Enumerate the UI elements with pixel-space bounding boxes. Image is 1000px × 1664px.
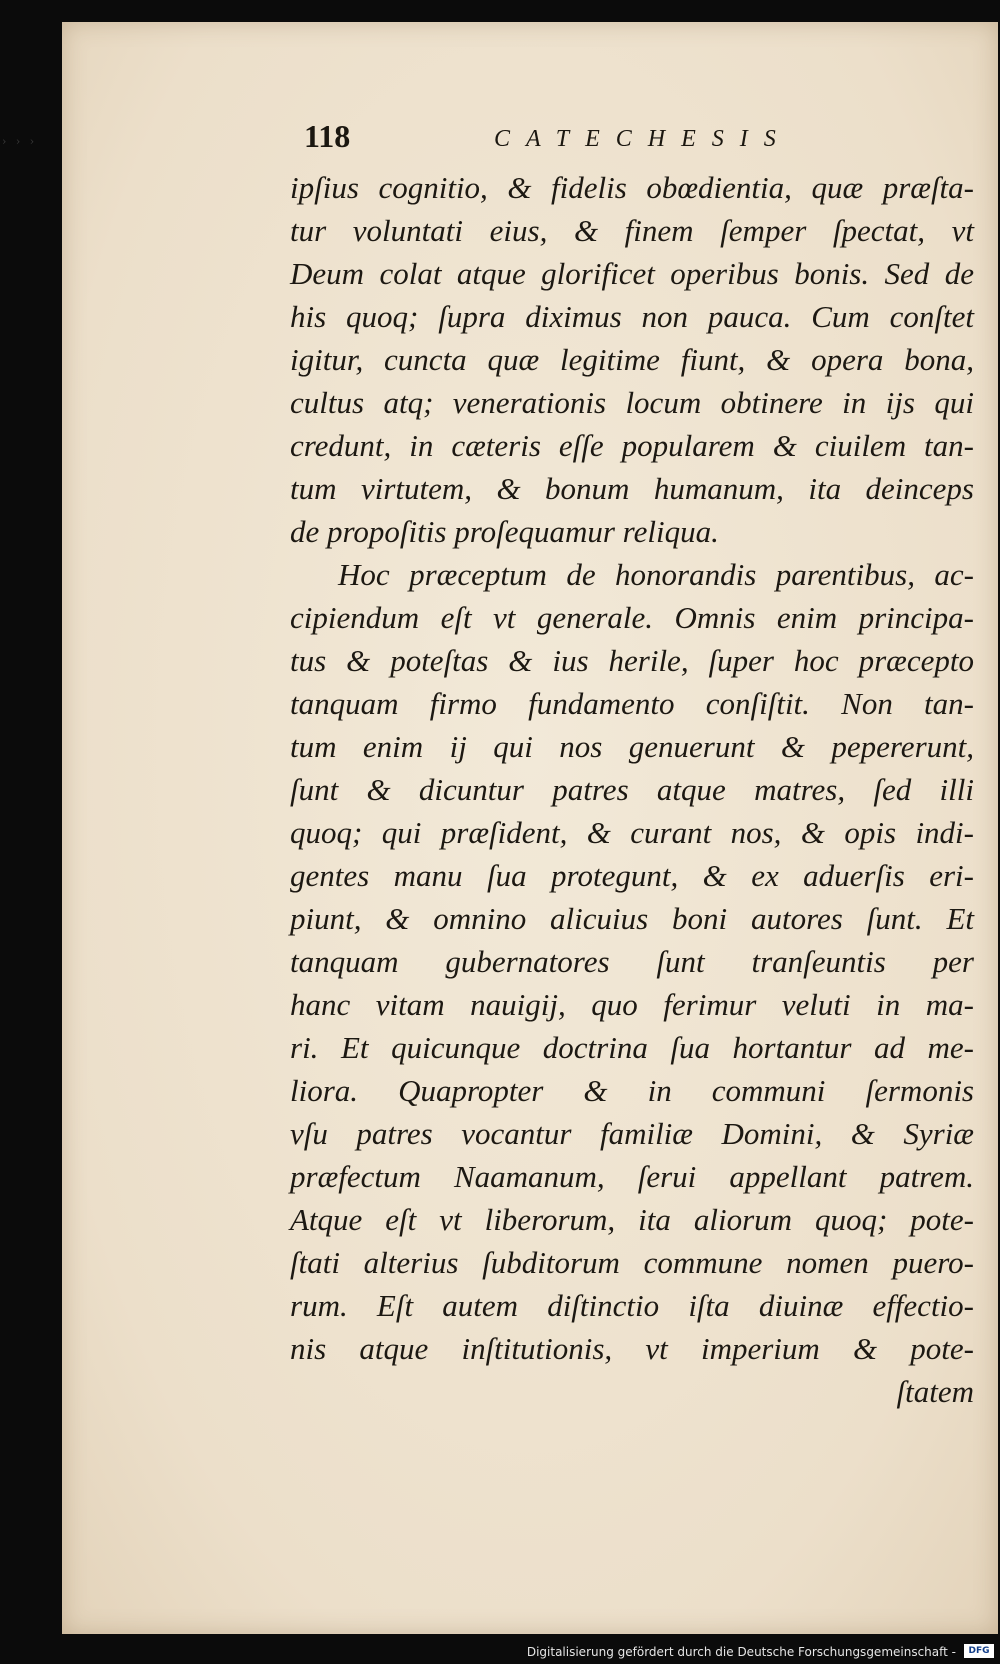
text-line: credunt, in cæteris eſſe popularem & ciuilem tan- [290, 428, 974, 463]
text-line: cipiendum eſt vt generale. Omnis enim principa- [290, 600, 974, 635]
page-number: 118 [304, 118, 351, 154]
text-line: cultus atq; venerationis locum obtinere in ijs qui [290, 385, 974, 420]
text-line: ſunt & dicuntur patres atque matres, ſed illi [290, 772, 974, 807]
text-line: de propoſitis proſequamur reliqua. [290, 514, 719, 549]
text-line: Deum colat atque glorificet operibus bonis. Sed de [290, 256, 974, 291]
text-line: piunt, & omnino alicuius boni autores ſunt. Et [290, 901, 974, 936]
text-line: tum virtutem, & bonum humanum, ita deinceps [290, 471, 974, 506]
text-line: Atque eſt vt liberorum, ita aliorum quoq; pote- [290, 1202, 974, 1237]
text-line: ipſius cognitio, & fidelis obœdientia, quæ præſta- [290, 170, 974, 205]
text-line: Hoc præceptum de honorandis parentibus, ac- [338, 557, 974, 592]
text-line: liora. Quapropter & in communi ſermonis [290, 1073, 974, 1108]
digitization-credit: Digitalisierung gefördert durch die Deutsche Forschungsgemeinschaft - [526, 1645, 956, 1659]
text-line: gentes manu ſua protegunt, & ex aduerſis eri- [290, 858, 974, 893]
dfg-logo-icon: DFG [964, 1644, 994, 1658]
text-line: tanquam firmo fundamento conſiſtit. Non tan- [290, 686, 974, 721]
text-line: hanc vitam nauigij, quo ferimur veluti in ma- [290, 987, 974, 1022]
margin-marks: › › › [2, 135, 38, 148]
text-line: quoq; qui præſident, & curant nos, & opis indi- [290, 815, 974, 850]
running-title: CATECHESIS [494, 126, 792, 152]
text-line: ſtati alterius ſubditorum commune nomen puero- [290, 1245, 974, 1280]
running-head [304, 118, 864, 158]
text-line: ri. Et quicunque doctrina ſua hortantur ad me- [290, 1030, 974, 1065]
catchword: ſtatem [896, 1374, 974, 1409]
body-text [290, 166, 974, 1413]
text-line: rum. Eſt autem diſtinctio iſta diuinæ effectio- [290, 1288, 974, 1323]
text-line: tum enim ij qui nos genuerunt & pepererunt, [290, 729, 974, 764]
text-line: nis atque inſtitutionis, vt imperium & pote- [290, 1331, 974, 1366]
text-line: tanquam gubernatores ſunt tranſeuntis per [290, 944, 974, 979]
text-line: his quoq; ſupra diximus non pauca. Cum conſtet [290, 299, 974, 334]
text-line: tur voluntati eius, & finem ſemper ſpectat, vt [290, 213, 974, 248]
text-line: tus & poteſtas & ius herile, ſuper hoc præcepto [290, 643, 974, 678]
text-line: igitur, cuncta quæ legitime fiunt, & opera bona, [290, 342, 974, 377]
text-line: præfectum Naamanum, ſerui appellant patrem. [290, 1159, 974, 1194]
footer-bar [0, 1638, 1000, 1664]
text-line: vſu patres vocantur familiæ Domini, & Syriæ [290, 1116, 974, 1151]
